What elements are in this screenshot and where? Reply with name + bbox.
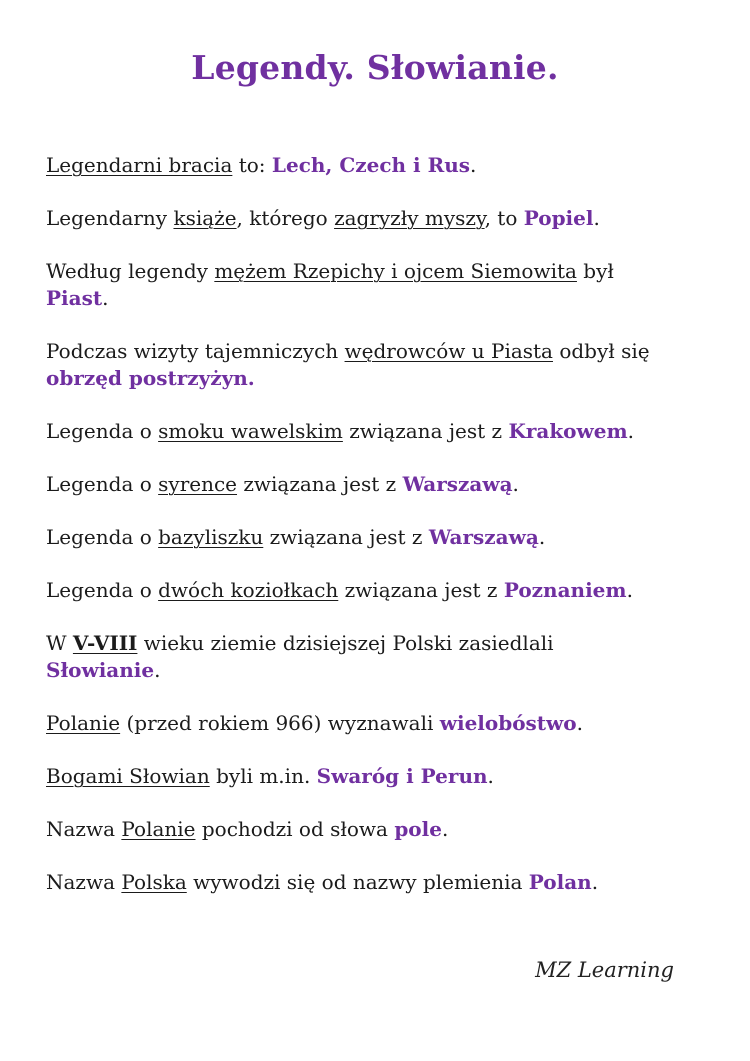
text-segment: był xyxy=(576,259,614,283)
underlined-term: dwóch koziołkach xyxy=(158,578,339,602)
text-segment: pochodzi od słowa xyxy=(195,817,395,841)
fact-line xyxy=(46,524,710,551)
underlined-term: zagryzły myszy xyxy=(334,206,485,230)
fact-line xyxy=(46,630,710,684)
text-segment: . xyxy=(154,658,161,682)
text-segment: wywodzi się od nazwy plemienia xyxy=(186,870,529,894)
facts-list xyxy=(46,152,710,922)
answer-highlight: Lech, Czech i Rus xyxy=(271,153,471,177)
text-segment: , to xyxy=(484,206,524,230)
text-segment: byli m.in. xyxy=(209,764,317,788)
answer-highlight: wielobóstwo xyxy=(439,711,577,735)
text-segment: . xyxy=(512,472,519,496)
text-segment: związana jest z xyxy=(263,525,429,549)
text-segment: . xyxy=(102,286,109,310)
text-segment: Nazwa xyxy=(46,817,122,841)
answer-highlight: obrzęd postrzyżyn. xyxy=(46,366,255,390)
underlined-term: V-VIII xyxy=(72,631,138,655)
signature: MZ Learning xyxy=(535,958,674,982)
fact-line xyxy=(46,816,710,843)
text-segment: . xyxy=(538,525,546,549)
text-segment: , którego xyxy=(236,206,335,230)
underlined-term: Bogami Słowian xyxy=(46,764,210,788)
text-segment: . xyxy=(576,711,583,735)
fact-line xyxy=(46,152,710,179)
fact-line xyxy=(46,710,710,737)
text-segment: . xyxy=(627,419,634,443)
underlined-term: wędrowców u Piasta xyxy=(344,339,553,363)
text-segment: związana jest z xyxy=(338,578,504,602)
text-segment: Legenda o xyxy=(46,525,159,549)
underlined-term: smoku wawelskim xyxy=(158,419,343,443)
text-segment: Legenda o xyxy=(46,472,159,496)
underlined-term: książe xyxy=(173,206,237,230)
text-segment: W xyxy=(46,631,73,655)
text-segment: . xyxy=(441,817,449,841)
answer-highlight: Warszawą xyxy=(428,525,539,549)
answer-highlight: Popiel xyxy=(523,206,594,230)
answer-highlight: pole xyxy=(394,817,442,841)
text-segment: odbył się xyxy=(552,339,650,363)
text-segment: Podczas wizyty tajemniczych xyxy=(46,339,345,363)
fact-line xyxy=(46,471,710,498)
text-segment: Legenda o xyxy=(46,578,159,602)
text-segment: Legenda o xyxy=(46,419,159,443)
answer-highlight: Piast xyxy=(46,286,103,310)
text-segment: . xyxy=(470,153,477,177)
fact-line xyxy=(46,205,710,232)
text-segment: Nazwa xyxy=(46,870,122,894)
page-title: Legendy. Słowianie. xyxy=(191,48,559,87)
text-segment: związana jest z xyxy=(342,419,509,443)
text-segment: to: xyxy=(232,153,272,177)
text-segment: . xyxy=(591,870,599,894)
answer-highlight: Swaróg i Perun xyxy=(316,764,488,788)
underlined-term: Legendarni bracia xyxy=(46,153,233,177)
underlined-term: syrence xyxy=(158,472,238,496)
fact-line xyxy=(46,869,710,896)
answer-highlight: Słowianie xyxy=(46,658,155,682)
answer-highlight: Polan xyxy=(528,870,592,894)
underlined-term: Polska xyxy=(121,870,187,894)
text-segment: Według legendy xyxy=(46,259,215,283)
text-segment: . xyxy=(487,764,494,788)
text-segment: Legendarny xyxy=(46,206,174,230)
fact-line xyxy=(46,763,710,790)
underlined-term: Polanie xyxy=(46,711,121,735)
answer-highlight: Krakowem xyxy=(508,419,628,443)
underlined-term: mężem Rzepichy i ojcem Siemowita xyxy=(214,259,577,283)
fact-line xyxy=(46,577,710,604)
fact-line xyxy=(46,418,710,445)
underlined-term: bazyliszku xyxy=(158,525,264,549)
underlined-term: Polanie xyxy=(121,817,196,841)
text-segment: wieku ziemie dzisiejszej Polski zasiedlali xyxy=(137,631,554,655)
fact-line xyxy=(46,258,710,312)
answer-highlight: Poznaniem xyxy=(503,578,627,602)
text-segment: (przed rokiem 966) wyznawali xyxy=(120,711,440,735)
text-segment: związana jest z xyxy=(237,472,403,496)
text-segment: . xyxy=(626,578,633,602)
text-segment: . xyxy=(593,206,600,230)
answer-highlight: Warszawą xyxy=(402,472,513,496)
fact-line xyxy=(46,338,710,392)
